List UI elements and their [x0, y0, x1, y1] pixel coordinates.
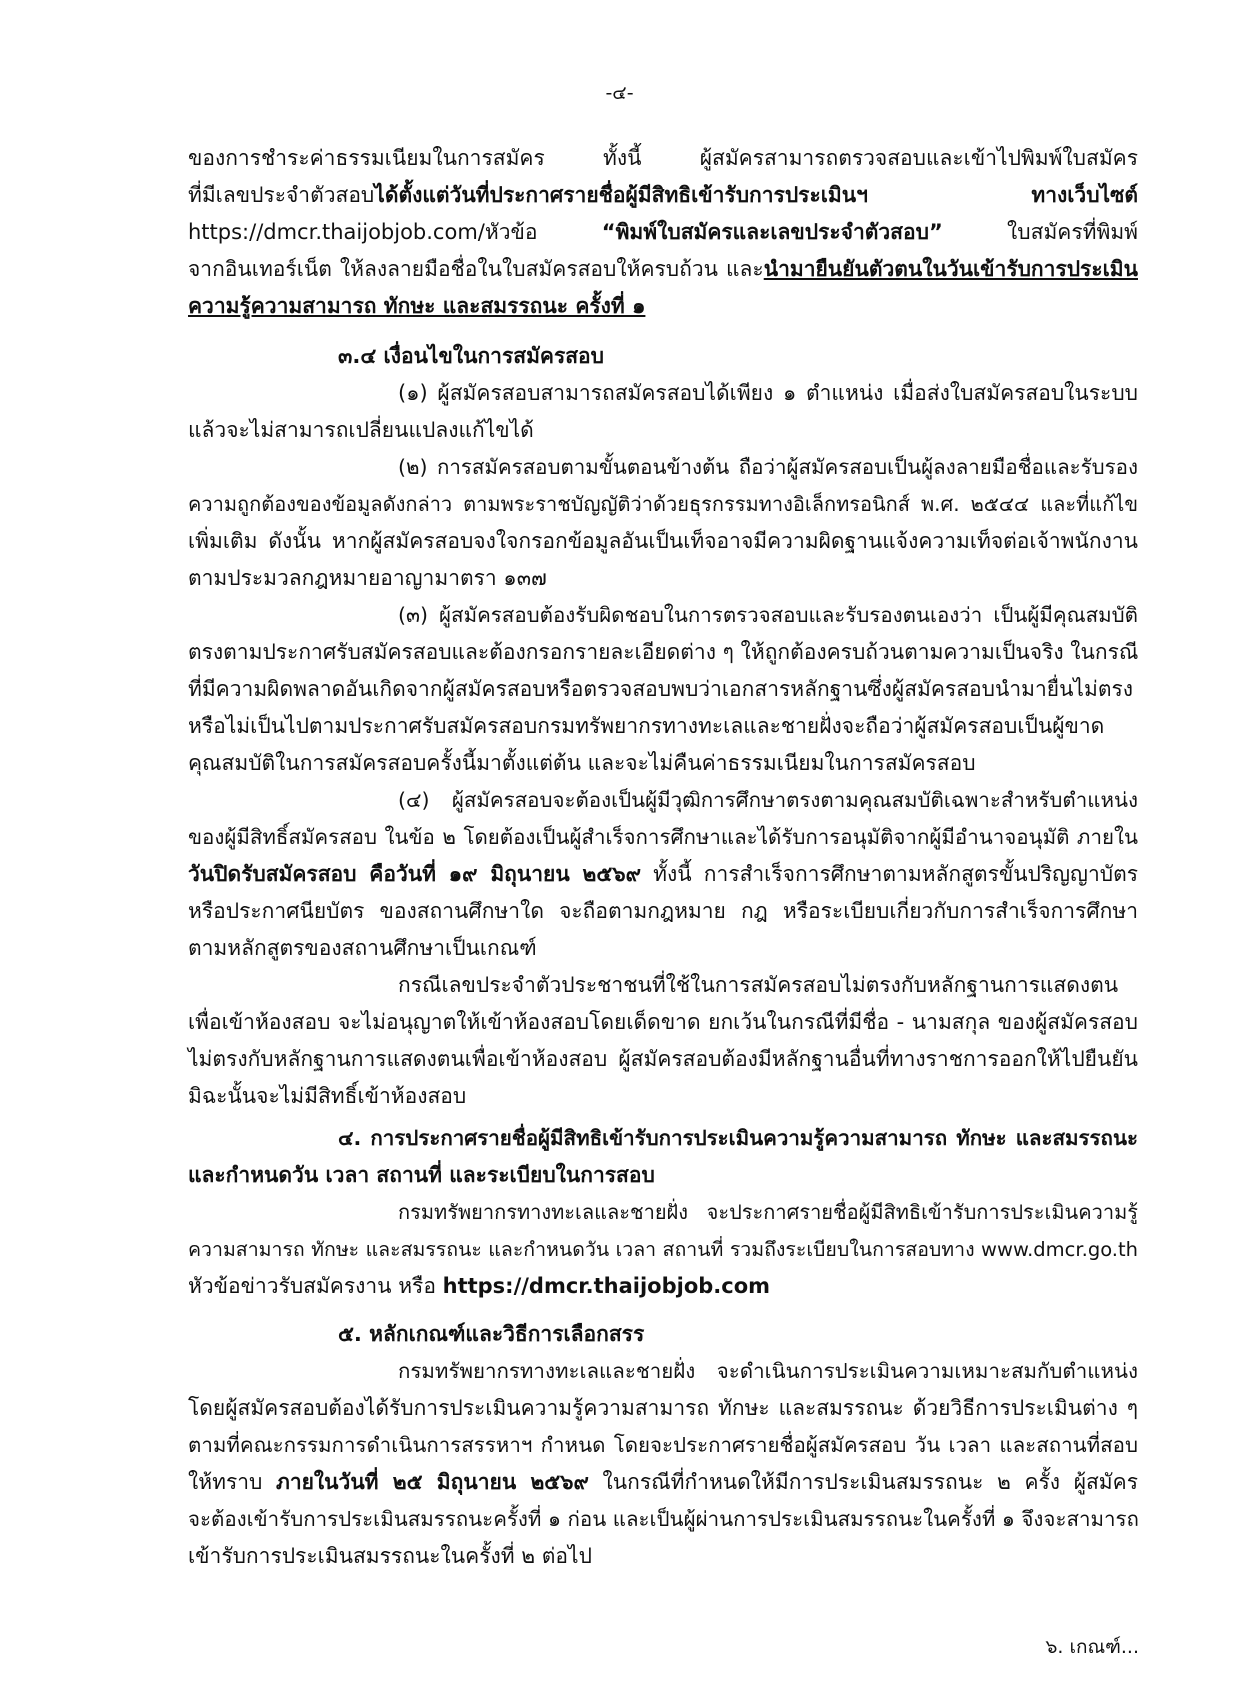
section-4-line-1: กรมทรัพยากรทางทะเลและชายฝั่ง จะประกาศรายชื่อผู้มีสิทธิเข้ารับการประเมินความรู้ [398, 1200, 1138, 1224]
section-4-heading-line-1: ๔. การประกาศรายชื่อผู้มีสิทธิเข้ารับการประเมินความรู้ความสามารถ ทักษะ และสมรรถนะ [338, 1126, 1138, 1150]
thaijobjob-link[interactable]: https://dmcr.thaijobjob.com [442, 1274, 771, 1298]
intro-line-1: ของการชำระค่าธรรมเนียมในการสมัคร ทั้งนี้ ผู้สมัครสามารถตรวจสอบและเข้าไปพิมพ์ใบสมัคร [188, 146, 1138, 170]
condition-3-line-3: ที่มีความผิดพลาดอันเกิดจากผู้สมัครสอบหรือตรวจสอบพบว่าเอกสารหลักฐานซึ่งผู้สมัครสอบนำมายื่นไม่ตรง [188, 677, 1133, 701]
condition-1-line-2: แล้วจะไม่สามารถเปลี่ยนแปลงแก้ไขได้ [188, 418, 534, 442]
condition-1-line-1: (๑) ผู้สมัครสอบสามารถสมัครสอบได้เพียง ๑ ตำแหน่ง เมื่อส่งใบสมัครสอบในระบบ [398, 381, 1138, 405]
condition-2-line-1: (๒) การสมัครสอบตามขั้นตอนข้างต้น ถือว่าผู้สมัครสอบเป็นผู้ลงลายมือชื่อและรับรอง [398, 455, 1138, 479]
condition-3-line-5: คุณสมบัติในการสมัครสอบครั้งนี้มาตั้งแต่ต้น และจะไม่คืนค่าธรรมเนียมในการสมัครสอบ [188, 751, 976, 775]
section-4-line-2: ความสามารถ ทักษะ และสมรรถนะ และกำหนดวัน เวลา สถานที่ รวมถึงระเบียบในการสอบทาง www.dmcr.go.th [188, 1238, 1138, 1261]
intro-line-5: ความรู้ความสามารถ ทักษะ และสมรรถนะ ครั้งที่ ๑ [188, 294, 646, 318]
section-5-line-3: ตามที่คณะกรรมการดำเนินการสรรหาฯ กำหนด โดยจะประกาศรายชื่อผู้สมัครสอบ วัน เวลา และสถานที่สอบ [188, 1433, 1138, 1457]
condition-4-line-4: หรือประกาศนียบัตร ของสถานศึกษาใด จะถือตามกฎหมาย กฎ หรือระเบียบเกี่ยวกับการสำเร็จการศึกษา [188, 899, 1138, 923]
id-case-line-3: ไม่ตรงกับหลักฐานการแสดงตนเพื่อเข้าห้องสอบ ผู้สมัครสอบต้องมีหลักฐานอื่นที่ทางราชการออกให้ไปยืนยัน [188, 1047, 1138, 1071]
condition-4-line-1: (๔) ผู้สมัครสอบจะต้องเป็นผู้มีวุฒิการศึกษาตรงตามคุณสมบัติเฉพาะสำหรับตำแหน่ง [398, 788, 1138, 812]
section-5-heading: ๕. หลักเกณฑ์และวิธีการเลือกสรร [338, 1322, 645, 1346]
id-case-line-4: มิฉะนั้นจะไม่มีสิทธิ์เข้าห้องสอบ [188, 1084, 467, 1108]
id-case-line-2: เพื่อเข้าห้องสอบ จะไม่อนุญาตให้เข้าห้องสอบโดยเด็ดขาด ยกเว้นในกรณีที่มีชื่อ - นามสกุล ของผู้สมัครสอบ [188, 1010, 1139, 1034]
intro-line-2: ที่มีเลขประจำตัวสอบได้ตั้งแต่วันที่ประกาศรายชื่อผู้มีสิทธิเข้ารับการประเมินฯ ทางเว็บไซต์ [188, 183, 1138, 207]
section-3-4 [188, 338, 1138, 1115]
condition-2-line-2: ความถูกต้องของข้อมูลดังกล่าว ตามพระราชบัญญัติว่าด้วยธุรกรรมทางอิเล็กทรอนิกส์ พ.ศ. ๒๕๔๔ และที่แก้ไข [188, 492, 1138, 516]
section-4-line-3: หัวข้อข่าวรับสมัครงาน หรือ https://dmcr.thaijobjob.com [188, 1274, 771, 1298]
condition-4-line-3: วันปิดรับสมัครสอบ คือวันที่ ๑๙ มิถุนายน ๒๕๖๙ ทั้งนี้ การสำเร็จการศึกษาตามหลักสูตรขั้นปริญญาบัตร [188, 862, 1138, 886]
intro-paragraph [188, 140, 1138, 325]
condition-2-line-3: เพิ่มเติม ดังนั้น หากผู้สมัครสอบจงใจกรอกข้อมูลอันเป็นเท็จอาจมีความผิดฐานแจ้งความเท็จต่อเจ้าพนักงาน [188, 529, 1138, 553]
section-3-4-heading: ๓.๔ เงื่อนไขในการสมัครสอบ [338, 344, 604, 368]
intro-line-4: จากอินเทอร์เน็ต ให้ลงลายมือชื่อในใบสมัครสอบให้ครบถ้วน และนำมายืนยันตัวตนในวันเข้ารับการประเมิน [188, 257, 1138, 281]
section-5-line-4: ให้ทราบ ภายในวันที่ ๒๕ มิถุนายน ๒๕๖๙ ในกรณีที่กำหนดให้มีการประเมินสมรรถนะ ๒ ครั้ง ผู้สมัคร [188, 1470, 1138, 1494]
section-5 [188, 1316, 1138, 1575]
section-5-line-2: โดยผู้สมัครสอบต้องได้รับการประเมินความรู้ความสามารถ ทักษะ และสมรรถนะ ด้วยวิธีการประเมินต่าง ๆ [188, 1396, 1138, 1420]
condition-3-line-2: ตรงตามประกาศรับสมัครสอบและต้องกรอกรายละเอียดต่าง ๆ ให้ถูกต้องครบถ้วนตามความเป็นจริง ในกรณี [188, 640, 1139, 664]
condition-4-line-5: ตามหลักสูตรของสถานศึกษาเป็นเกณฑ์ [188, 936, 537, 960]
section-4-heading-line-2: และกำหนดวัน เวลา สถานที่ และระเบียบในการสอบ [188, 1163, 655, 1187]
continuation-footer: ๖. เกณฑ์... [1045, 1636, 1139, 1658]
condition-3-line-1: (๓) ผู้สมัครสอบต้องรับผิดชอบในการตรวจสอบและรับรองตนเองว่า เป็นผู้มีคุณสมบัติ [398, 603, 1138, 627]
section-5-line-1: กรมทรัพยากรทางทะเลและชายฝั่ง จะดำเนินการประเมินความเหมาะสมกับตำแหน่ง [398, 1359, 1138, 1383]
section-4 [188, 1120, 1138, 1305]
url-link[interactable]: https://dmcr.thaijobjob.com/หัวข้อ [188, 220, 602, 244]
section-5-line-5: จะต้องเข้ารับการประเมินสมรรถนะครั้งที่ ๑ ก่อน และเป็นผู้ผ่านการประเมินสมรรถนะในครั้งที่ ๑ จึงจะสามารถ [188, 1507, 1139, 1531]
id-case-line-1: กรณีเลขประจำตัวประชาชนที่ใช้ในการสมัครสอบไม่ตรงกับหลักฐานการแสดงตน [398, 973, 1119, 997]
condition-2-line-4: ตามประมวลกฎหมายอาญามาตรา ๑๓๗ [188, 566, 547, 590]
page-number: -๔- [605, 82, 634, 104]
condition-3-line-4: หรือไม่เป็นไปตามประกาศรับสมัครสอบกรมทรัพยากรทางทะเลและชายฝั่งจะถือว่าผู้สมัครสอบเป็นผู้ขาด [188, 714, 1105, 738]
intro-line-3: https://dmcr.thaijobjob.com/หัวข้อ “พิมพ์ใบสมัครและเลขประจำตัวสอบ” ใบสมัครที่พิมพ์ [188, 220, 1139, 244]
condition-4-line-2: ของผู้มีสิทธิ์สมัครสอบ ในข้อ ๒ โดยต้องเป็นผู้สำเร็จการศึกษาและได้รับการอนุมัติจากผู้มีอำนาจอนุมัติ ภายใน [188, 825, 1138, 849]
section-5-line-6: เข้ารับการประเมินสมรรถนะในครั้งที่ ๒ ต่อไป [188, 1544, 592, 1568]
